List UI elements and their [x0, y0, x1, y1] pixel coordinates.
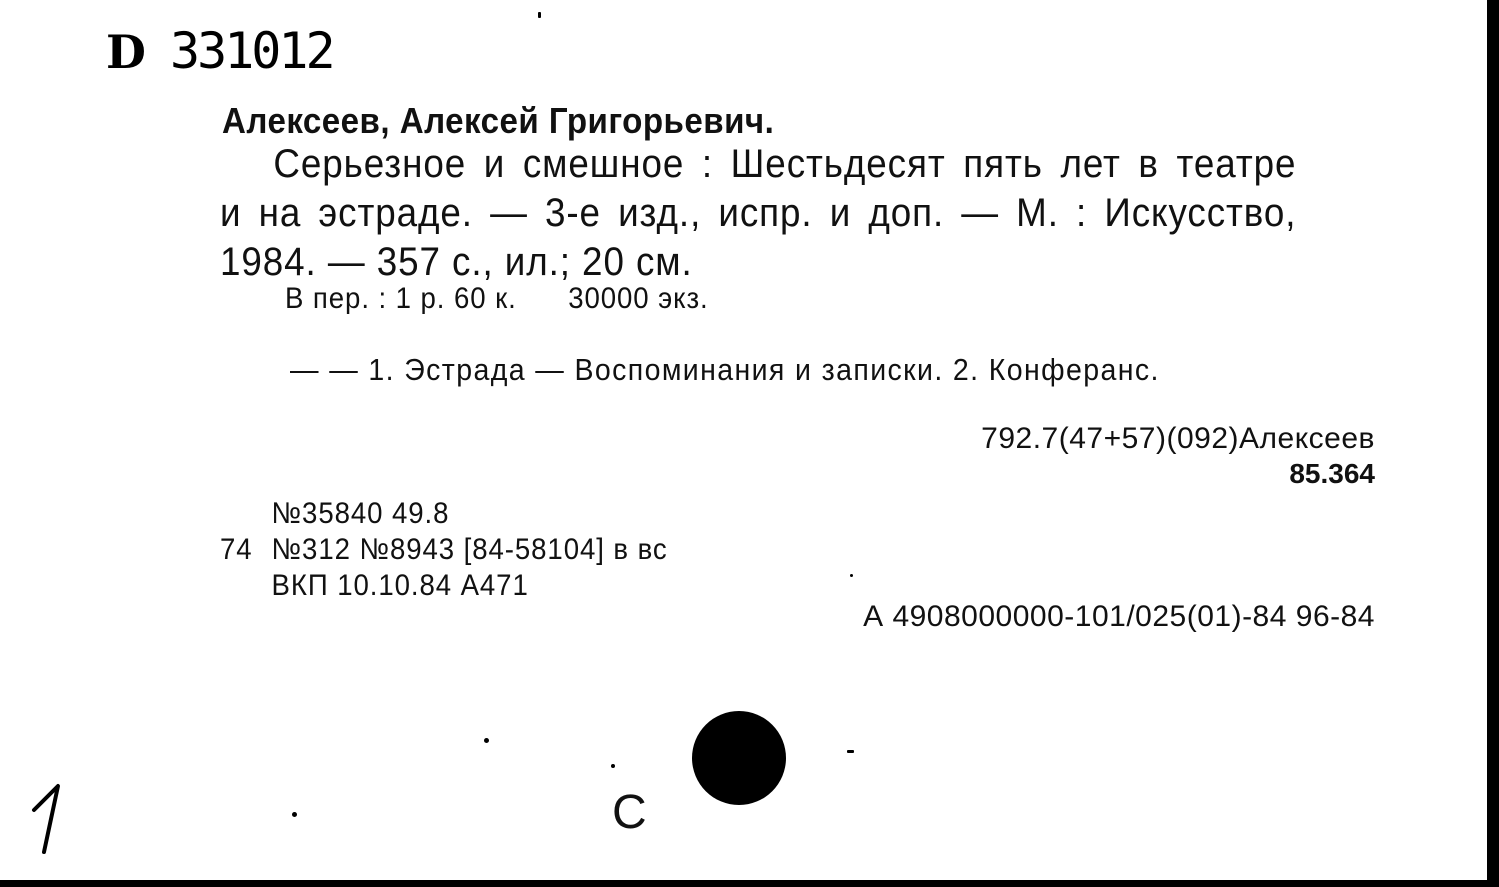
scan-speck [484, 738, 489, 743]
tech-line-3: ВКП 10.10.84 А471 [271, 569, 529, 602]
title-line-1: Серьезное и смешное : Шестьдесят пять лет в театре [273, 142, 1297, 186]
punch-hole [692, 711, 786, 805]
isbn-line: А 4908000000-101/025(01)-84 96-84 [863, 600, 1375, 633]
binding-price: В пер. : 1 р. 60 к. [285, 282, 517, 315]
call-number-prefix: D [106, 25, 143, 79]
scan-speck [538, 12, 541, 18]
udc-classification: 792.7(47+57)(092)Алексеев [981, 422, 1375, 455]
price-line [285, 282, 709, 316]
tech-prefix: 74 [220, 533, 253, 566]
call-number [106, 22, 333, 80]
call-number-value: 331012 [170, 22, 333, 80]
tech-line-1: №35840 49.8 [271, 497, 450, 530]
scan-speck [850, 574, 853, 577]
title-statement [220, 140, 1296, 287]
technical-data [220, 496, 668, 604]
handwritten-number [30, 780, 90, 860]
author-heading: Алексеев, Алексей Григорьевич. [222, 100, 775, 141]
scan-speck [292, 812, 297, 817]
subject-headings: — — 1. Эстрада — Воспоминания и записки. 2. Конферанс. [290, 352, 1160, 387]
scan-speck [847, 750, 854, 753]
bbk-classification: 85.364 [1289, 458, 1375, 489]
title-line-2: и на эстраде. — 3-е изд., испр. и доп. — М. : Искусство, [220, 191, 1297, 235]
title-line-3: 1984. — 357 с., ил.; 20 см. [220, 240, 693, 284]
tech-line-2: №312 №8943 [84-58104] в вс [271, 533, 668, 566]
scan-speck [611, 764, 615, 768]
print-run: 30000 экз. [568, 282, 709, 315]
bottom-letter: С [612, 786, 647, 839]
